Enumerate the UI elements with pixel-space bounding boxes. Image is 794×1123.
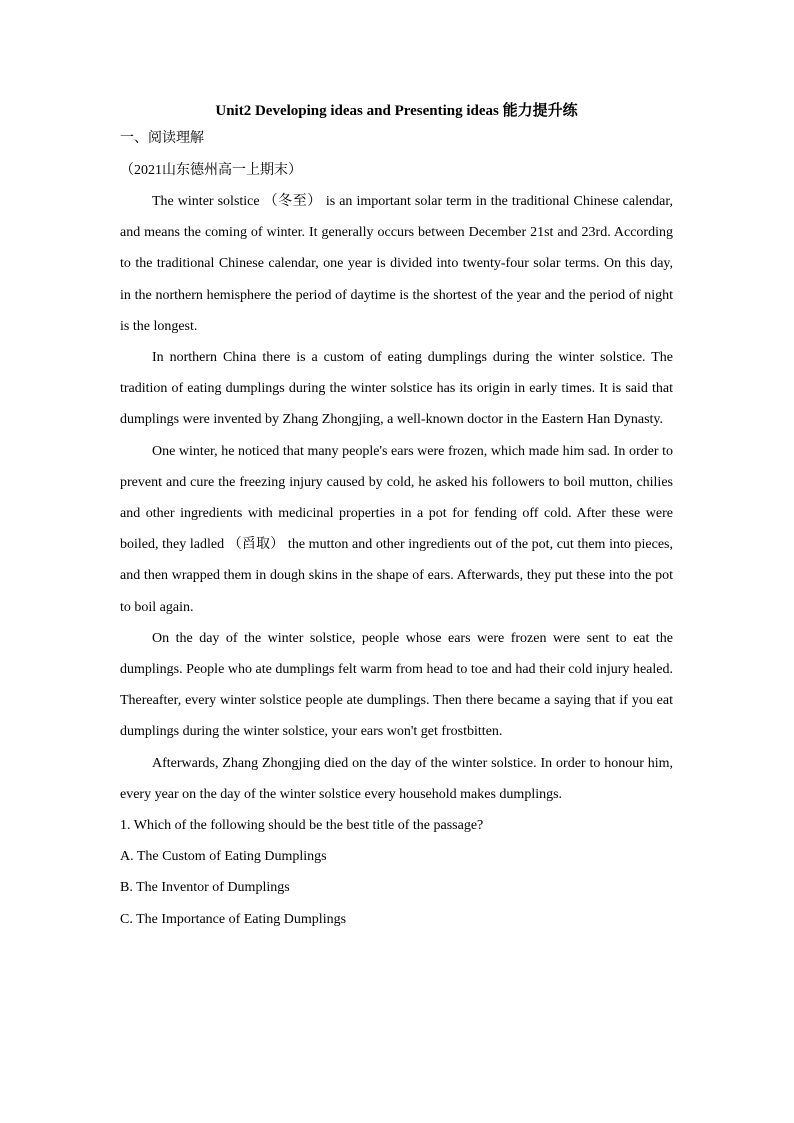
passage-paragraph-2: In northern China there is a custom of eating dumplings during the winter solstice. The tradition of eating dumplings during the winter solstice has its origin in early times. It is said that dumplings were invented by Zhang Zhongjing, a well-known doctor in the Eastern Han Dynasty. [120, 350, 673, 428]
question-stem: 1. Which of the following should be the best title of the passage? [120, 818, 484, 834]
source-note: （2021山东德州高一上期末） [120, 163, 302, 178]
option-a: A. The Custom of Eating Dumplings [120, 849, 327, 865]
passage-paragraph-1: The winter solstice （冬至） is an important solar term in the traditional Chinese calendar, and means the coming of winter. It generally occurs between December 21st and 23rd. According to the traditional Chinese calendar, one year is divided into twenty-four solar terms. On this day, in the northern hemisphere the period of daytime is the shortest of the year and the period of night is the longest. [120, 194, 673, 334]
document-body [120, 100, 673, 935]
section-heading: 一、阅读理解 [120, 131, 204, 146]
page-title: Unit2 Developing ideas and Presenting ideas 能力提升练 [215, 103, 578, 119]
passage-paragraph-5: Afterwards, Zhang Zhongjing died on the day of the winter solstice. In order to honour him, every year on the day of the winter solstice every household makes dumplings. [120, 755, 673, 802]
option-b: B. The Inventor of Dumplings [120, 880, 290, 896]
option-c: C. The Importance of Eating Dumplings [120, 911, 347, 927]
passage-paragraph-4: On the day of the winter solstice, people whose ears were frozen were sent to eat the dumplings. People who ate dumplings felt warm from head to toe and had their cold injury healed. Thereafter, every winter solstice people ate dumplings. Then there became a saying that if you eat dumplings during the winter solstice, your ears won't get frostbitten. [120, 630, 673, 740]
passage-paragraph-3: One winter, he noticed that many people's ears were frozen, which made him sad. In order to prevent and cure the freezing injury caused by cold, he asked his followers to boil mutton, chilies and other ingredients with medicinal properties in a pot for fending off cold. After these were boiled, they ladled （舀取） the mutton and other ingredients out of the pot, cut them into pieces, and then wrapped them in dough skins in the shape of ears. Afterwards, they put these into the pot to boil again. [120, 443, 673, 615]
